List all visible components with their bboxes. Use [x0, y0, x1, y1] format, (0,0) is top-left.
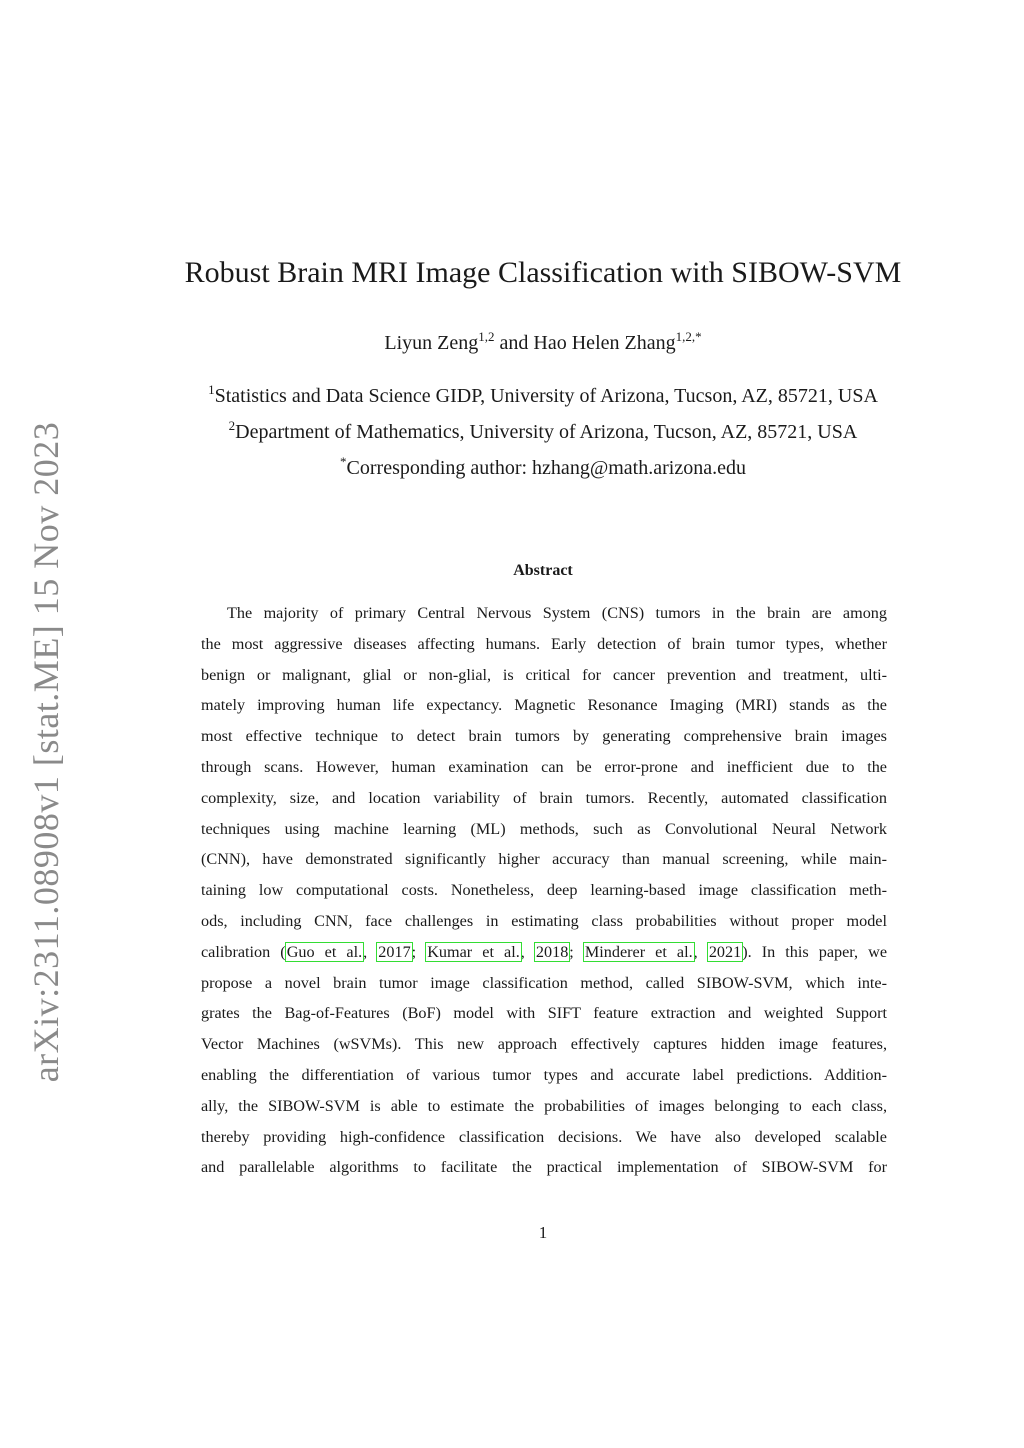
author-name: Liyun Zeng	[384, 332, 479, 354]
abstract-line: (CNN), have demonstrated significantly higher accuracy than manual screening, while main-	[201, 850, 887, 869]
abstract-line: complexity, size, and location variability of brain tumors. Recently, automated classification	[201, 788, 887, 807]
citation-link-kumar[interactable]: Kumar et al.	[427, 942, 520, 961]
affiliation-marker: 1	[208, 382, 215, 397]
affiliation	[0, 418, 1024, 444]
citation-link-minderer[interactable]: Minderer et al.	[584, 942, 693, 961]
abstract-line: Vector Machines (wSVMs). This new approach effectively captures hidden image features,	[201, 1035, 887, 1054]
affiliation-marker: 2	[228, 418, 236, 433]
abstract-line: propose a novel brain tumor image classification method, called SIBOW-SVM, which inte-	[201, 973, 887, 992]
abstract-body	[201, 598, 887, 1183]
citation-separator: ,	[363, 942, 378, 961]
author-superscript: 1,2	[478, 329, 495, 344]
affiliation-text: Statistics and Data Science GIDP, University of Arizona, Tucson, AZ, 85721, USA	[214, 385, 878, 407]
abstract-line: enabling the differentiation of various tumor types and accurate label predictions. Addition-	[201, 1065, 887, 1084]
abstract-line: The majority of primary Central Nervous System (CNS) tumors in the brain are among	[227, 604, 887, 622]
corresponding-author	[0, 454, 1024, 480]
paper-title: Robust Brain MRI Image Classification with SIBOW-SVM	[184, 256, 902, 289]
citation-year-link-kumar[interactable]: 2018	[535, 942, 569, 961]
affiliation	[0, 382, 1024, 408]
abstract-line: grates the Bag-of-Features (BoF) model with SIFT feature extraction and weighted Support	[201, 1004, 887, 1023]
arxiv-sidebar-stamp: arXiv:2311.08908v1 [stat.ME] 15 Nov 2023	[26, 421, 66, 1083]
abstract-line: and parallelable algorithms to facilitate the practical implementation of SIBOW-SVM for	[201, 1158, 887, 1177]
abstract-line: ods, including CNN, face challenges in estimating class probabilities without proper model	[201, 911, 887, 930]
citation-suffix: ). In this paper, we	[742, 942, 888, 961]
citation-separator: ,	[520, 942, 535, 961]
affiliation-marker: *	[340, 454, 347, 469]
author-superscript: 1,2,*	[675, 329, 702, 344]
citation-separator: ;	[569, 942, 584, 961]
citation-link-guo[interactable]: Guo et al.	[286, 942, 363, 961]
citation-prefix: calibration (	[201, 942, 286, 961]
citation-year-link-minderer[interactable]: 2021	[708, 942, 742, 961]
citation-separator: ;	[411, 942, 427, 961]
author-conjunction: and	[494, 332, 534, 354]
abstract-line: thereby providing high-confidence classification decisions. We have also developed scalable	[201, 1127, 887, 1146]
abstract-line: techniques using machine learning (ML) methods, such as Convolutional Neural Network	[201, 819, 887, 838]
abstract-line: most effective technique to detect brain tumors by generating comprehensive brain images	[201, 727, 887, 746]
abstract-heading: Abstract	[513, 562, 573, 579]
page-number: 1	[538, 1223, 548, 1242]
author-line	[0, 329, 1024, 355]
citation-year-link-guo[interactable]: 2017	[378, 942, 411, 961]
affiliation-text: Corresponding author: hzhang@math.arizona.edu	[346, 457, 746, 479]
abstract-line: the most aggressive diseases affecting humans. Early detection of brain tumor types, whether	[201, 634, 887, 653]
abstract-line: mately improving human life expectancy. Magnetic Resonance Imaging (MRI) stands as the	[201, 696, 887, 715]
abstract-line: taining low computational costs. Nonetheless, deep learning-based image classification meth-	[201, 881, 887, 900]
citation-separator: ,	[693, 942, 708, 961]
abstract-citation-line	[201, 937, 887, 968]
affiliation-text: Department of Mathematics, University of Arizona, Tucson, AZ, 85721, USA	[235, 421, 858, 443]
abstract-line: through scans. However, human examination can be error-prone and inefficient due to the	[201, 757, 887, 776]
author-name: Hao Helen Zhang	[533, 332, 676, 354]
abstract-line: benign or malignant, glial or non-glial, is critical for cancer prevention and treatment, ulti-	[201, 665, 887, 684]
abstract-line: ally, the SIBOW-SVM is able to estimate the probabilities of images belonging to each class,	[201, 1096, 887, 1115]
